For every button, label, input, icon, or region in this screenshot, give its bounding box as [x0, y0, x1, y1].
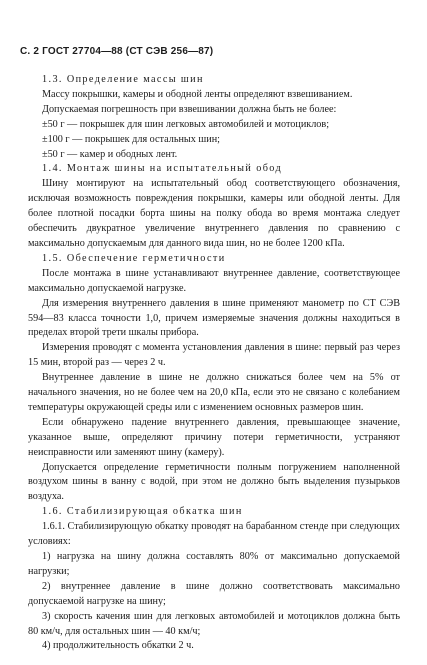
list-item: ±50 г — камер и ободных лент. [42, 148, 178, 160]
list-item: 3) скорость качения шин для легковых автомобилей и мотоциклов должна быть 80 км/ч, для остальных шин — 40 км/ч; [28, 610, 400, 637]
list-item: 1) нагрузка на шину должна составлять 80% от максимально допускаемой нагрузки; [28, 551, 400, 577]
paragraph: Допускается определение герметичности полным погружением наполненной воздухом шины в ванну с водой, при этом не должно быть выделения пузырьков воздуха. [28, 461, 400, 503]
page-header: С. 2 ГОСТ 27704—88 (СТ СЭВ 256—87) [20, 46, 214, 57]
paragraph: 1.6.1. Стабилизирующую обкатку проводят на барабанном стенде при следующих условиях: [28, 521, 400, 548]
section-heading-1-3: 1.3. Определение массы шин [42, 74, 204, 85]
section-heading-1-6: 1.6. Стабилизирующая обкатка шин [42, 506, 243, 518]
section-heading-1-5: 1.5. Обеспечение герметичности [42, 252, 226, 264]
paragraph: Допускаемая погрешность при взвешивании должна быть не более: [42, 103, 337, 115]
paragraph: Измерения проводят с момента установления давления в шине: первый раз через 15 мин, второй раз — через 2 ч. [28, 342, 400, 369]
list-item: ±100 г — покрышек для остальных шин; [42, 133, 220, 145]
paragraph: Если обнаружено падение внутреннего давления, превышающее значение, указанное выше, определяют причину потери герметичности, устраняют неисправности или заменяют шину (камеру). [28, 416, 400, 458]
paragraph: После монтажа в шине устанавливают внутреннее давление, соответствующее максимально допускаемой нагрузке. [28, 267, 400, 294]
section-heading-1-4: 1.4. Монтаж шины на испытательный обод [42, 163, 283, 175]
list-item: 2) внутреннее давление в шине должно соответствовать максимально допускаемой нагрузке на шину; [28, 580, 400, 607]
paragraph: Массу покрышки, камеры и ободной ленты определяют взвешиванием. [42, 88, 353, 100]
list-item: 4) продолжительность обкатки 2 ч. [42, 640, 194, 652]
list-item: ±50 г — покрышек для шин легковых автомобилей и мотоциклов; [42, 118, 330, 130]
paragraph: Шину монтируют на испытательный обод соответствующего обозначения, исключая возможность повреждения покрышки, камеры или ободной ленты. Для более плотной посадки борта шины на полку обода во время монтажа следует обеспечить двукратное увеличение внутреннего давления по сравнению с максимально допускаемым для данного вида шин, но не более 1200 кПа. [28, 178, 400, 249]
paragraph: Внутреннее давление в шине не должно снижаться более чем на 5% от начального значения, но не более чем на 20,0 кПа, если это не связано с колебанием температуры окружающей среды или с изменением основных размеров шин. [28, 372, 400, 413]
body-text [28, 73, 400, 654]
paragraph: Для измерения внутреннего давления в шине применяют манометр по СТ СЭВ 594—83 класса точности 1,0, причем измеряемые значения должны находиться в пределах второй трети шкалы прибора. [28, 297, 400, 339]
